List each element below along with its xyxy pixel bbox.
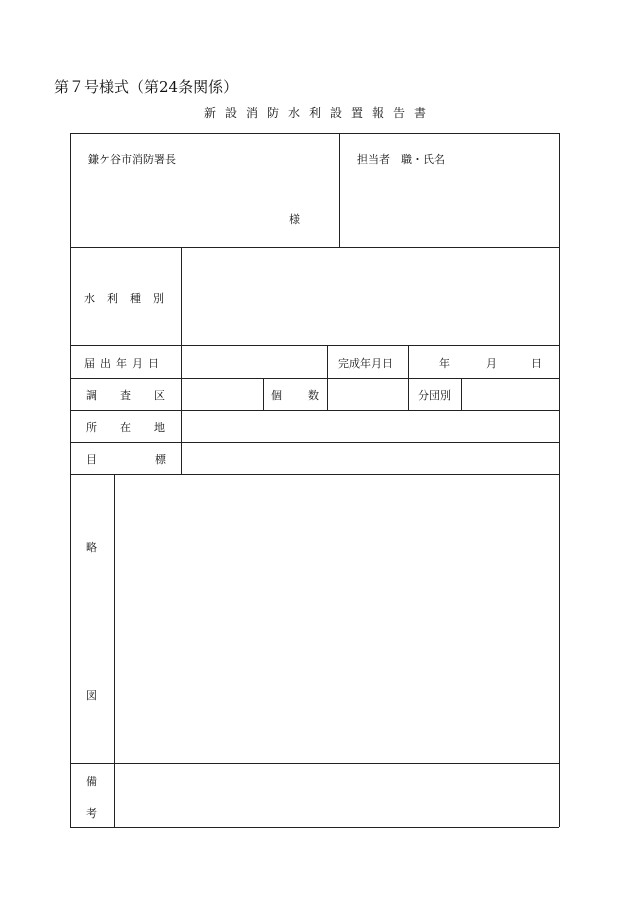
sketch-label-bottom: 図 — [86, 689, 97, 702]
month-label: 月 — [486, 357, 497, 370]
notification-date-label: 届出年月日 — [84, 357, 164, 370]
rule-after-water-type — [70, 345, 559, 346]
rule-after-sketch — [70, 763, 559, 764]
rule-after-location — [70, 442, 559, 443]
table-border-left — [70, 133, 71, 827]
sketch-label-top: 略 — [86, 541, 97, 554]
location-label: 所在地 — [86, 421, 188, 434]
person-in-charge-label: 担当者 職・氏名 — [357, 153, 445, 166]
sketch-label-divider — [114, 474, 115, 827]
count-divider-left — [263, 378, 264, 410]
remarks-label-bottom: 考 — [86, 807, 97, 820]
rule-after-dates — [70, 378, 559, 379]
addressee: 鎌ケ谷市消防署長 — [88, 153, 176, 166]
table-border-right — [559, 133, 560, 827]
survey-district-label: 調査区 — [86, 389, 188, 402]
water-type-label — [84, 290, 176, 306]
header-divider — [339, 133, 340, 247]
rule-after-landmark — [70, 474, 559, 475]
remarks-label-top: 備 — [86, 775, 97, 788]
table-border-bottom — [70, 827, 559, 828]
table-border-top — [70, 133, 559, 134]
landmark-label: 目標 — [86, 453, 224, 466]
form-number: 第７号様式（第24条関係） — [54, 78, 239, 96]
count-label: 個数 — [271, 389, 345, 402]
rule-after-header — [70, 247, 559, 248]
division-divider — [461, 378, 462, 410]
water-type-text: 水利種別 — [84, 292, 176, 305]
division-label: 分団別 — [418, 389, 451, 402]
completion-date-label: 完成年月日 — [338, 357, 393, 370]
completion-date-divider-right — [408, 345, 409, 410]
rule-after-survey — [70, 410, 559, 411]
label-column-divider — [181, 247, 182, 474]
year-label: 年 — [439, 357, 450, 370]
document-title: 新設消防水利設置報告書 — [203, 106, 435, 120]
honorific: 様 — [289, 213, 300, 226]
day-label: 日 — [531, 357, 542, 370]
